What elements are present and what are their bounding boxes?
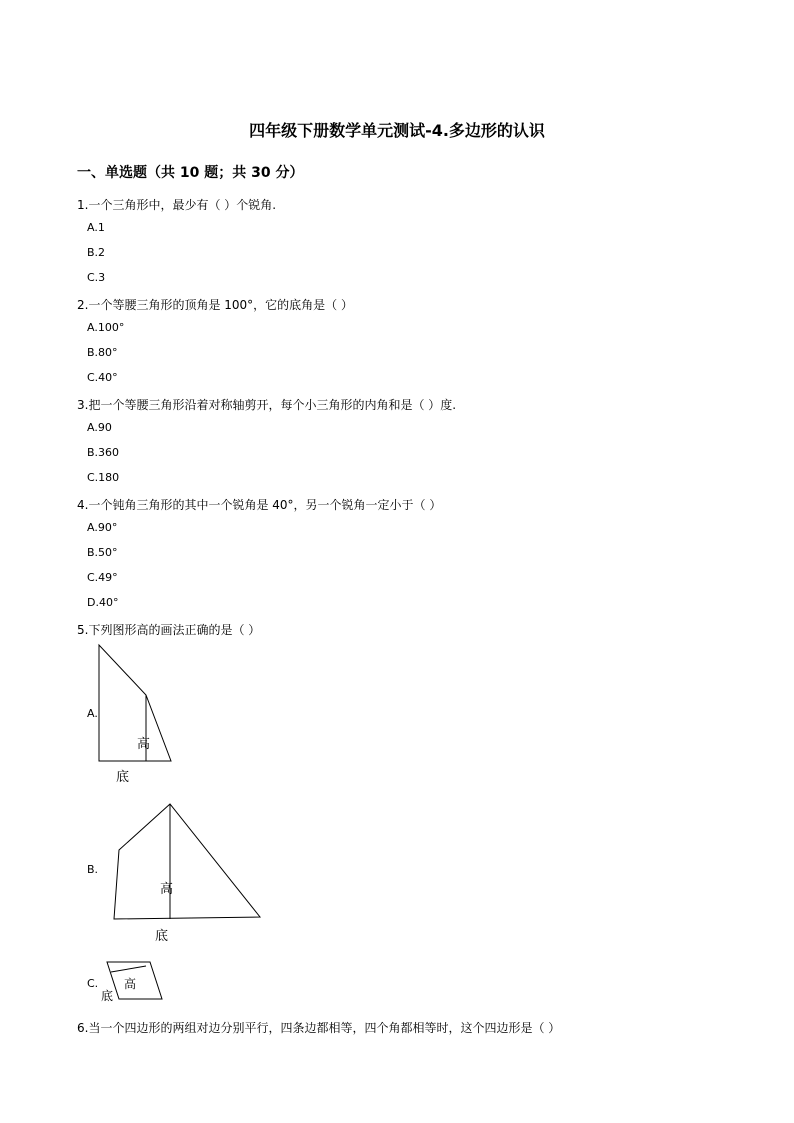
option-3c: C.180 — [87, 471, 120, 484]
figure-b-shape — [114, 804, 260, 919]
option-2a: A.100° — [87, 321, 125, 334]
page-title: 四年级下册数学单元测试-4.多边形的认识 — [249, 121, 545, 140]
option-3a: A.90 — [87, 421, 112, 434]
figure-a — [99, 645, 171, 761]
question-4: 4.一个钝角三角形的其中一个锐角是 40°，另一个锐角一定小于（ ） — [77, 498, 442, 512]
figure-c-height-line — [111, 966, 146, 972]
question-6: 6.当一个四边形的两组对边分别平行，四条边都相等，四个角都相等时，这个四边形是（ ） — [77, 1021, 561, 1035]
option-1a: A.1 — [87, 221, 105, 234]
figure-a-base-label: 底 — [116, 770, 130, 785]
figure-a-shape — [99, 645, 171, 761]
question-1: 1.一个三角形中，最少有（ ）个锐角. — [77, 198, 277, 212]
figure-b — [114, 804, 260, 919]
figure-a-height-label: 高 — [137, 737, 151, 752]
option-1c: C.3 — [87, 271, 106, 284]
figure-b-height-label: 高 — [160, 882, 174, 897]
option-4d: D.40° — [87, 596, 119, 609]
question-3: 3.把一个等腰三角形沿着对称轴剪开，每个小三角形的内角和是（ ）度. — [77, 398, 457, 412]
question-2: 2.一个等腰三角形的顶角是 100°，它的底角是（ ） — [77, 298, 353, 312]
section-heading: 一、单选题（共 10 题；共 30 分） — [77, 165, 304, 181]
option-2b: B.80° — [87, 346, 118, 359]
option-5a: A. — [87, 707, 98, 720]
figure-b-base-label: 底 — [155, 929, 169, 944]
option-4c: C.49° — [87, 571, 118, 584]
figure-c-base-label: 底 — [101, 989, 114, 1003]
option-4b: B.50° — [87, 546, 118, 559]
option-5b: B. — [87, 863, 99, 876]
question-5: 5.下列图形高的画法正确的是（ ） — [77, 623, 261, 637]
option-1b: B.2 — [87, 246, 106, 259]
option-2c: C.40° — [87, 371, 118, 384]
figure-c-height-label: 高 — [124, 977, 137, 991]
option-5c: C. — [87, 977, 99, 990]
option-4a: A.90° — [87, 521, 118, 534]
option-3b: B.360 — [87, 446, 120, 459]
